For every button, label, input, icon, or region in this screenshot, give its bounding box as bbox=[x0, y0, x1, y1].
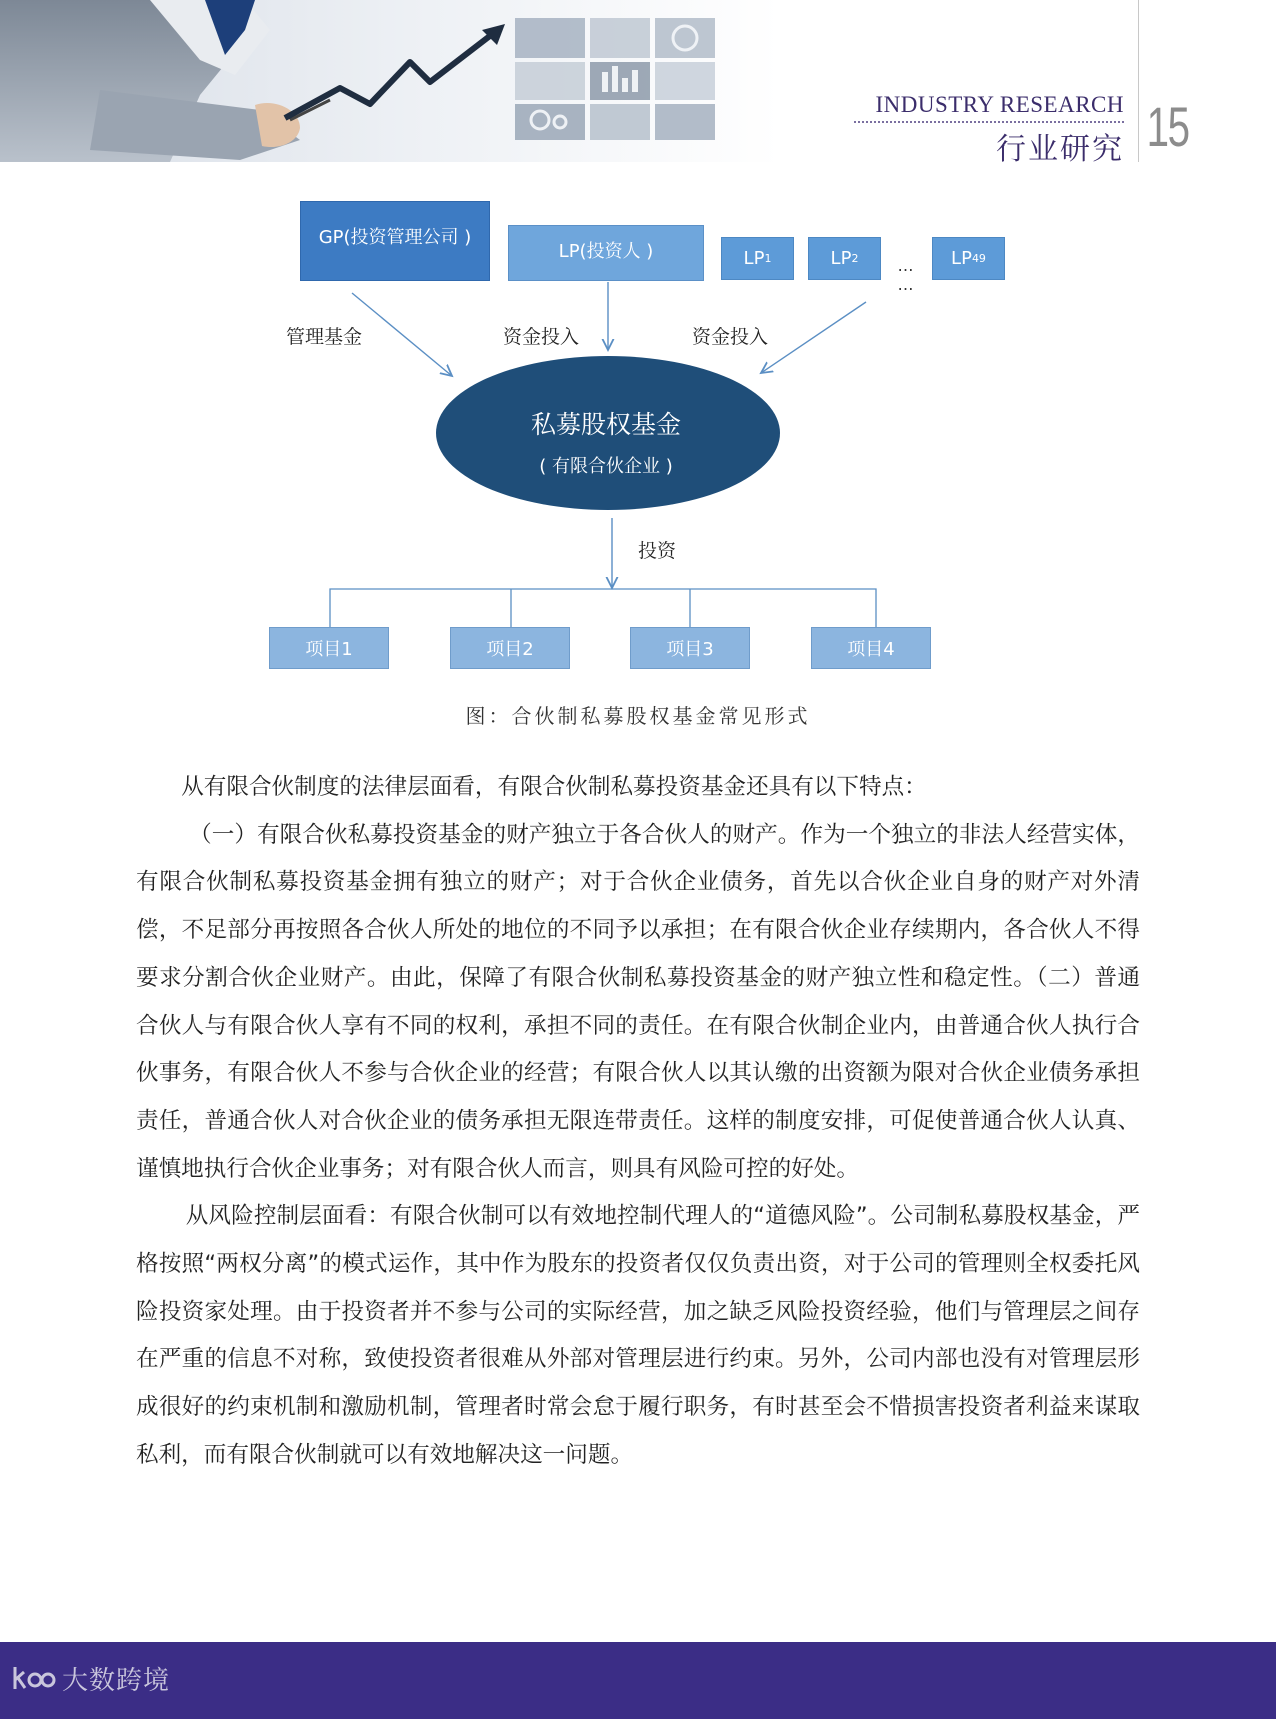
footer-logo bbox=[12, 1656, 170, 1700]
arrow-gp-to-fund bbox=[352, 293, 452, 376]
edge-label-capital-in-2: 资金投入 bbox=[692, 326, 769, 348]
project-box-2: 项目2 bbox=[450, 627, 570, 669]
arrow-lps-to-fund bbox=[761, 302, 866, 373]
section-title-english: INDUSTRY RESEARCH bbox=[875, 92, 1124, 117]
lp49-box bbox=[932, 237, 1005, 280]
page-header bbox=[0, 0, 1276, 162]
paragraph-1: 从有限合伙制度的法律层面看，有限合伙制私募投资基金还具有以下特点： bbox=[181, 774, 927, 800]
lp1-subscript: 1 bbox=[764, 252, 772, 265]
paragraph-3: 从风险控制层面看：有限合伙制可以有效地控制代理人的“道德风险”。公司制私募股权基金，严格按照“两权分离”的模式运作，其中作为股东的投资者仅仅负责出资，对于公司的管理则全权委托风险投资家处理。由于投资者并不参与公司的实际经营，加之缺乏风险投资经验，他们与管理层之间存在严重的信息不对称，致使投资者很难从外部对管理层进行约束。另外，公司内部也没有对管理层形成很好的约束机制和激励机制，管理者时常会怠于履行职务，有时甚至会不惜损害投资者利益来谋取私利，而有限合伙制就可以有效地解决这一问题。 bbox=[136, 1203, 1140, 1468]
lp1-label: LP bbox=[743, 248, 765, 269]
fund-structure-diagram bbox=[0, 180, 1276, 680]
projects-bracket bbox=[330, 589, 876, 627]
lp49-subscript: 49 bbox=[971, 252, 986, 265]
article-body bbox=[136, 764, 1140, 1480]
lp-ellipsis: … … bbox=[897, 256, 915, 294]
figure-caption: 图：合伙制私募股权基金常见形式 bbox=[465, 704, 811, 728]
paragraph-2: （一）有限合伙私募投资基金的财产独立于各合伙人的财产。作为一个独立的非法人经营实体，有限合伙制私募投资基金拥有独立的财产；对于合伙企业债务，首先以合伙企业自身的财产对外清偿，不足部分再按照各合伙人所处的地位的不同予以承担；在有限合伙企业存续期内，各合伙人不得要求分割合伙企业财产。由此，保障了有限合伙制私募投资基金的财产独立性和稳定性。（二）普通合伙人与有限合伙人享有不同的权利，承担不同的责任。在有限合伙制企业内，由普通合伙人执行合伙事务，有限合伙人不参与合伙企业的经营；有限合伙人以其认缴的出资额为限对合伙企业债务承担责任，普通合伙人对合伙企业的债务承担无限连带责任。这样的制度安排，可促使普通合伙人认真、谨慎地执行合伙企业事务；对有限合伙人而言，则具有风险可控的好处。 bbox=[136, 821, 1140, 1182]
lp2-label: LP bbox=[830, 248, 852, 269]
lp-box: LP(投资人 ) bbox=[508, 225, 704, 281]
fund-title: 私募股权基金 bbox=[530, 410, 681, 439]
header-dotted-divider bbox=[854, 121, 1124, 123]
fund-subtitle: ( 有限合伙企业 ) bbox=[539, 456, 673, 477]
edge-label-manage-fund: 管理基金 bbox=[286, 326, 363, 348]
hero-banner-image bbox=[0, 0, 780, 162]
lp2-box bbox=[808, 237, 881, 280]
lp2-subscript: 2 bbox=[851, 252, 859, 265]
project-box-1: 项目1 bbox=[269, 627, 389, 669]
project-box-3: 项目3 bbox=[630, 627, 750, 669]
section-title-chinese: 行业研究 bbox=[996, 132, 1124, 162]
header-vertical-divider bbox=[1138, 0, 1139, 162]
page-number: 15 bbox=[1146, 95, 1189, 158]
page-footer bbox=[0, 1642, 1276, 1719]
lp1-box bbox=[721, 237, 794, 280]
gp-box: GP(投资管理公司 ) bbox=[300, 201, 490, 281]
lp49-label: LP bbox=[951, 248, 972, 269]
edge-label-capital-in-1: 资金投入 bbox=[503, 326, 580, 348]
brand-logo-icon bbox=[12, 1663, 56, 1693]
footer-brand-name: 大数跨境 bbox=[62, 1665, 171, 1696]
project-box-4: 项目4 bbox=[811, 627, 931, 669]
edge-label-invest: 投资 bbox=[638, 540, 677, 562]
